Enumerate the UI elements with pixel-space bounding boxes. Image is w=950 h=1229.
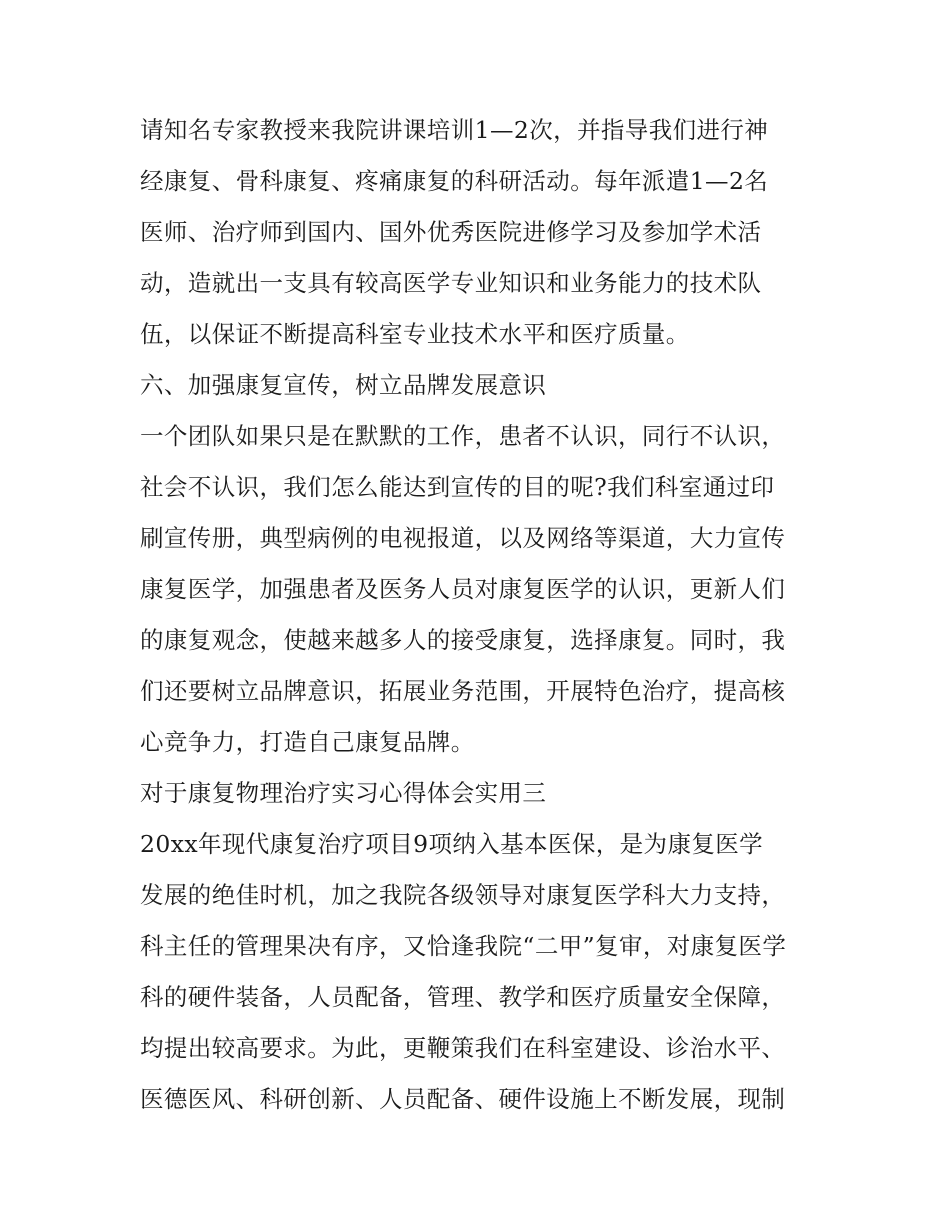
text-line: 刷宣传册，典型病例的电视报道，以及网络等渠道，大力宣传 (140, 524, 786, 552)
text-line: 20xx年现代康复治疗项目9项纳入基本医保，是为康复医学 (140, 830, 764, 858)
text-line: 的康复观念，使越来越多人的接受康复，选择康复。同时，我 (140, 626, 786, 654)
text-line: 伍，以保证不断提高科室专业技术水平和医疗质量。 (140, 320, 690, 348)
text-line: 社会不认识，我们怎么能达到宣传的目的呢?我们科室通过印 (140, 473, 775, 501)
text-line: 科主任的管理果决有序，又恰逢我院“二甲”复审，对康复医学 (140, 932, 787, 960)
text-line: 科的硬件装备，人员配备，管理、教学和医疗质量安全保障， (140, 983, 786, 1011)
text-line: 请知名专家教授来我院讲课培训1—2次，并指导我们进行神 (140, 116, 769, 144)
text-line: 康复医学，加强患者及医务人员对康复医学的认识，更新人们 (140, 575, 786, 603)
text-line: 一个团队如果只是在默默的工作，患者不认识，同行不认识， (140, 422, 786, 450)
text-line: 心竞争力，打造自己康复品牌。 (140, 728, 475, 756)
text-line: 经康复、骨科康复、疼痛康复的科研活动。每年派遣1—2名 (140, 167, 769, 195)
text-line: 均提出较高要求。为此，更鞭策我们在科室建设、诊治水平、 (140, 1034, 786, 1062)
section-heading: 六、加强康复宣传，树立品牌发展意识 (140, 371, 547, 399)
text-line: 医师、治疗师到国内、国外优秀医院进修学习及参加学术活 (140, 218, 762, 246)
article-heading: 对于康复物理治疗实习心得体会实用三 (140, 779, 547, 807)
text-line: 医德医风、科研创新、人员配备、硬件设施上不断发展，现制 (140, 1085, 786, 1113)
document-page (140, 105, 830, 1125)
text-line: 们还要树立品牌意识，拓展业务范围，开展特色治疗，提高核 (140, 677, 786, 705)
text-line: 动，造就出一支具有较高医学专业知识和业务能力的技术队 (140, 269, 762, 297)
text-line: 发展的绝佳时机，加之我院各级领导对康复医学科大力支持， (140, 881, 786, 909)
